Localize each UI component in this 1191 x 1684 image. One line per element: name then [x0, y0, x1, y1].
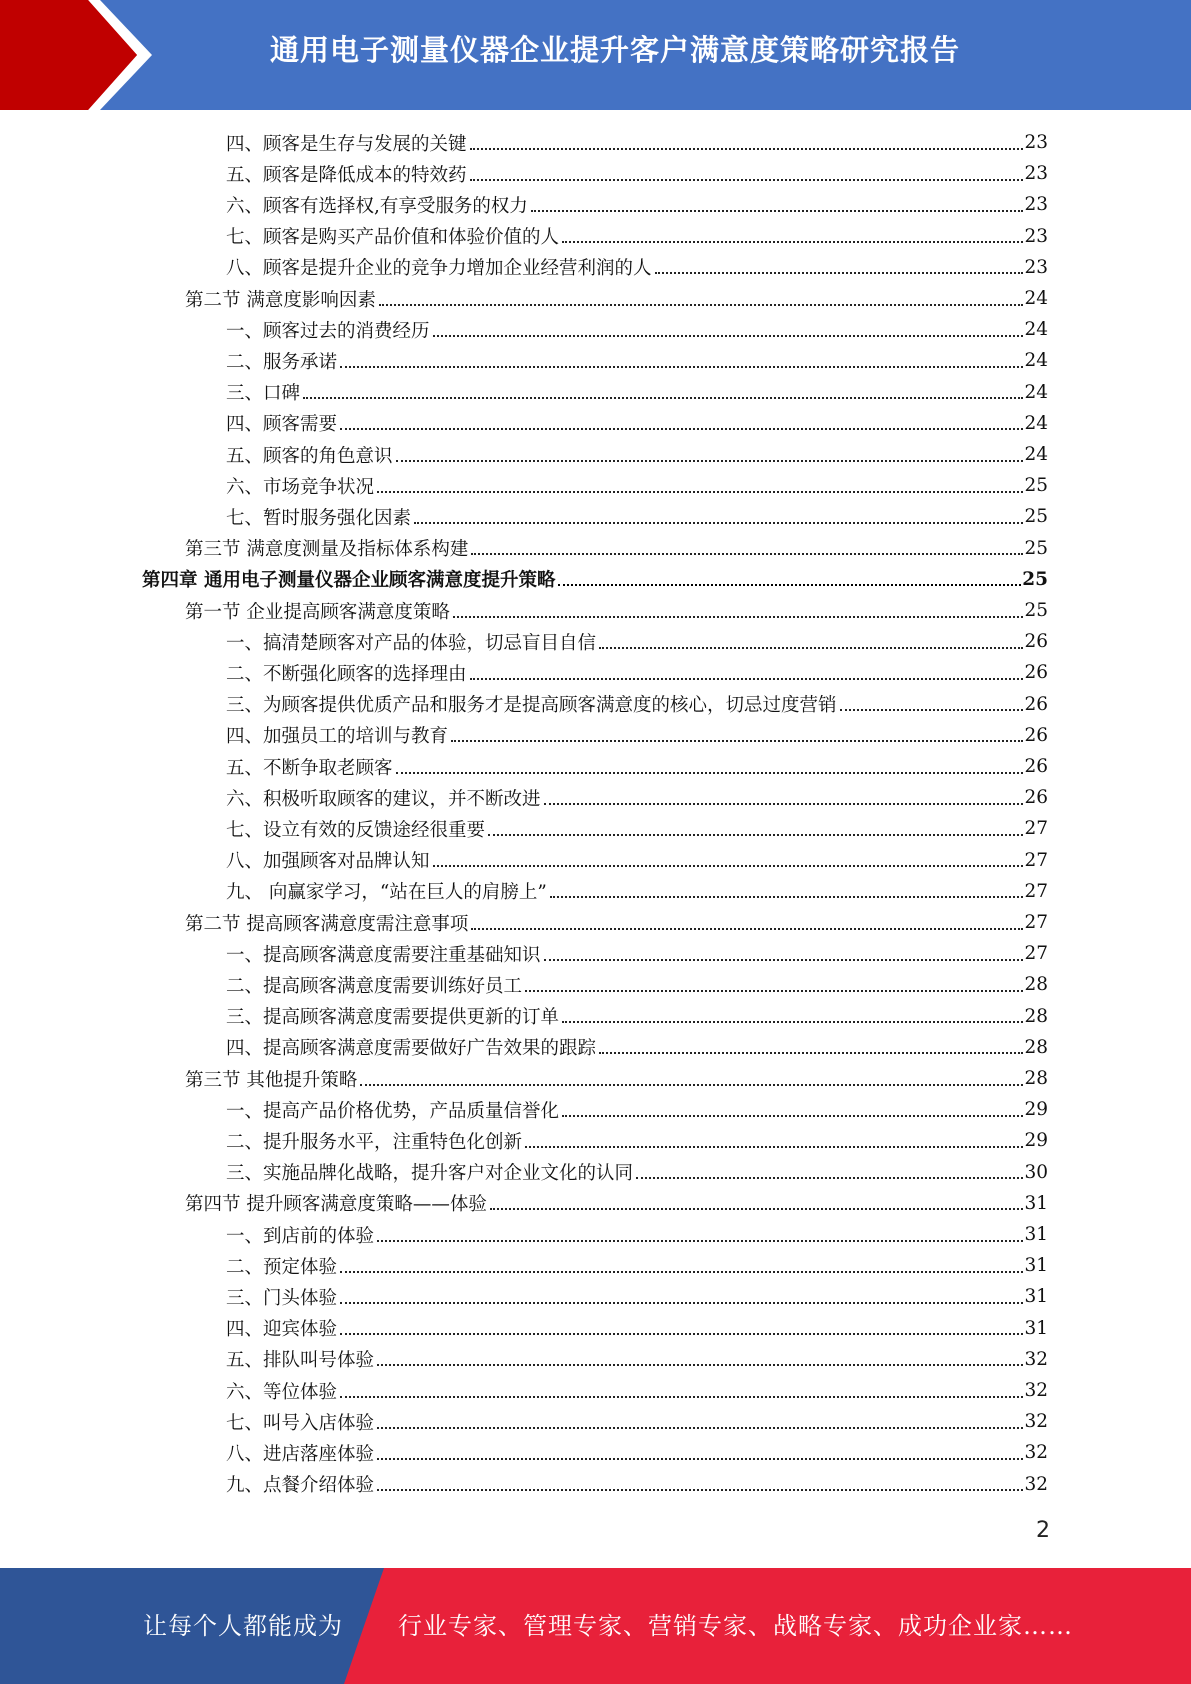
toc-page-number: 23 [1024, 163, 1048, 185]
toc-page-number: 24 [1024, 350, 1048, 372]
toc-page-number: 28 [1024, 1036, 1048, 1058]
toc-page-number: 27 [1024, 818, 1048, 840]
toc-dot-leader [340, 1396, 1023, 1398]
toc-dot-leader [340, 1333, 1023, 1335]
toc-entry-title: 六、市场竞争状况 [226, 476, 375, 498]
toc-entry-title: 三、提高顾客满意度需要提供更新的订单 [226, 1007, 560, 1029]
toc-item-entry[interactable] [226, 751, 1048, 782]
toc-entry-title: 第一节 企业提高顾客满意度策略 [185, 601, 450, 623]
toc-dot-leader [599, 647, 1023, 649]
toc-page-number: 29 [1024, 1099, 1048, 1121]
toc-page-number: 32 [1024, 1348, 1048, 1370]
toc-page-number: 25 [1024, 506, 1048, 528]
toc-entry-title: 六、积极听取顾客的建议，并不断改进 [226, 788, 541, 810]
toc-dot-leader [379, 304, 1024, 306]
toc-page-number: 26 [1024, 631, 1048, 653]
toc-chapter-entry[interactable] [142, 564, 1048, 595]
toc-page-number: 31 [1024, 1286, 1048, 1308]
toc-entry-title: 二、提升服务水平，注重特色化创新 [226, 1131, 523, 1153]
toc-page-number: 31 [1024, 1192, 1048, 1214]
toc-dot-leader [377, 1240, 1023, 1242]
toc-item-entry[interactable] [226, 1001, 1048, 1032]
toc-page-number: 32 [1024, 1473, 1048, 1495]
toc-dot-leader [470, 148, 1024, 150]
page-number: 2 [1036, 1518, 1050, 1543]
toc-item-entry[interactable] [226, 1406, 1048, 1437]
toc-item-entry[interactable] [226, 813, 1048, 844]
toc-dot-leader [433, 865, 1024, 867]
toc-entry-title: 二、不断强化顾客的选择理由 [226, 663, 467, 685]
toc-page-number: 31 [1024, 1255, 1048, 1277]
toc-entry-title: 第四章 通用电子测量仪器企业顾客满意度提升策略 [142, 570, 556, 592]
toc-entry-title: 八、顾客是提升企业的竞争力增加企业经营利润的人 [226, 258, 652, 280]
toc-item-entry[interactable] [226, 189, 1048, 220]
toc-item-entry[interactable] [226, 876, 1048, 907]
toc-item-entry[interactable] [226, 1219, 1048, 1250]
toc-item-entry[interactable] [226, 470, 1048, 501]
toc-section-entry[interactable] [185, 1063, 1048, 1094]
toc-dot-leader [840, 709, 1024, 711]
toc-entry-title: 七、暂时服务强化因素 [226, 507, 412, 529]
toc-page-number: 31 [1024, 1224, 1048, 1245]
toc-item-entry[interactable] [226, 1125, 1048, 1156]
toc-page-number: 26 [1024, 787, 1048, 809]
toc-item-entry[interactable] [226, 408, 1048, 439]
toc-dot-leader [340, 366, 1023, 368]
toc-dot-leader [544, 803, 1024, 805]
toc-item-entry[interactable] [226, 1313, 1048, 1344]
toc-item-entry[interactable] [226, 1250, 1048, 1281]
toc-dot-leader [396, 772, 1024, 774]
toc-entry-title: 八、加强顾客对品牌认知 [226, 851, 430, 873]
toc-section-entry[interactable] [185, 1188, 1048, 1219]
toc-dot-leader [531, 210, 1024, 212]
toc-page-number: 27 [1024, 943, 1048, 965]
toc-dot-leader [599, 1052, 1023, 1054]
toc-entry-title: 四、顾客需要 [226, 414, 338, 436]
toc-entry-title: 三、门头体验 [226, 1287, 338, 1309]
toc-entry-title: 二、预定体验 [226, 1256, 338, 1278]
toc-page-number: 27 [1024, 849, 1048, 871]
toc-page-number: 25 [1024, 475, 1048, 497]
toc-item-entry[interactable] [226, 1281, 1048, 1312]
toc-dot-leader [377, 1458, 1023, 1460]
toc-dot-leader [470, 179, 1024, 181]
toc-item-entry[interactable] [226, 1437, 1048, 1468]
toc-page-number: 28 [1024, 1005, 1048, 1027]
footer-slogan-left: 让每个人都能成为 [143, 1612, 343, 1640]
toc-entry-title: 三、为顾客提供优质产品和服务才是提高顾客满意度的核心，切忌过度营销 [226, 695, 837, 717]
toc-entry-title: 第三节 其他提升策略 [185, 1069, 358, 1091]
toc-item-entry[interactable] [226, 689, 1048, 720]
toc-dot-leader [558, 584, 1021, 586]
toc-dot-leader [544, 959, 1024, 961]
toc-entry-title: 六、顾客有选择权,有享受服务的权力 [226, 195, 528, 217]
toc-page-number: 29 [1024, 1130, 1048, 1152]
toc-entry-title: 五、顾客是降低成本的特效药 [226, 164, 467, 186]
toc-entry-title: 第四节 提升顾客满意度策略——体验 [185, 1194, 487, 1216]
toc-page-number: 26 [1024, 693, 1048, 715]
toc-item-entry[interactable] [226, 969, 1048, 1000]
toc-entry-title: 六、等位体验 [226, 1381, 338, 1403]
toc-dot-leader [433, 335, 1024, 337]
toc-dot-leader [360, 1084, 1023, 1086]
toc-dot-leader [525, 990, 1023, 992]
toc-dot-leader [471, 928, 1023, 930]
toc-page-number: 28 [1024, 1068, 1048, 1089]
toc-dot-leader [377, 1364, 1023, 1366]
toc-entry-title: 五、不断争取老顾客 [226, 757, 393, 779]
toc-dot-leader [470, 678, 1024, 680]
toc-page-number: 27 [1024, 912, 1048, 933]
toc-dot-leader [377, 491, 1023, 493]
toc-section-entry[interactable] [185, 283, 1048, 314]
toc-entry-title: 第二节 提高顾客满意度需注意事项 [185, 913, 469, 935]
toc-dot-leader [562, 241, 1023, 243]
toc-dot-leader [340, 1271, 1023, 1273]
toc-entry-title: 七、顾客是购买产品价值和体验价值的人 [226, 227, 560, 249]
toc-page-number: 27 [1024, 880, 1048, 902]
toc-entry-title: 八、进店落座体验 [226, 1443, 375, 1465]
toc-item-entry[interactable] [226, 221, 1048, 252]
toc-page-number: 32 [1024, 1411, 1048, 1433]
toc-entry-title: 第二节 满意度影响因素 [185, 289, 376, 311]
toc-page-number: 25 [1022, 568, 1048, 590]
toc-item-entry[interactable] [226, 1375, 1048, 1406]
toc-entry-title: 一、顾客过去的消费经历 [226, 320, 430, 342]
toc-page-number: 32 [1024, 1442, 1048, 1464]
page-header [0, 0, 1191, 110]
toc-dot-leader [340, 1302, 1023, 1304]
toc-entry-title: 四、迎宾体验 [226, 1319, 338, 1341]
toc-page-number: 23 [1024, 256, 1048, 278]
toc-dot-leader [525, 1146, 1023, 1148]
toc-page-number: 31 [1024, 1317, 1048, 1339]
toc-page-number: 24 [1024, 319, 1048, 341]
toc-page-number: 26 [1024, 662, 1048, 684]
toc-page-number: 23 [1024, 225, 1048, 247]
page-footer [0, 1568, 1191, 1684]
toc-section-entry[interactable] [185, 533, 1048, 564]
toc-item-entry[interactable] [226, 657, 1048, 688]
toc-item-entry[interactable] [226, 626, 1048, 657]
toc-entry-title: 九、 向赢家学习，“站在巨人的肩膀上” [226, 882, 547, 904]
toc-item-entry[interactable] [226, 1094, 1048, 1125]
toc-entry-title: 四、加强员工的培训与教育 [226, 726, 449, 748]
toc-item-entry[interactable] [226, 377, 1048, 408]
toc-dot-leader [340, 428, 1023, 430]
toc-page-number: 23 [1024, 132, 1048, 153]
toc-entry-title: 第三节 满意度测量及指标体系构建 [185, 539, 469, 561]
toc-entry-title: 七、叫号入店体验 [226, 1412, 375, 1434]
toc-dot-leader [377, 1427, 1023, 1429]
toc-item-entry[interactable] [226, 439, 1048, 470]
toc-item-entry[interactable] [226, 252, 1048, 283]
toc-entry-title: 一、到店前的体验 [226, 1225, 375, 1247]
toc-page-number: 25 [1024, 537, 1048, 559]
footer-slogan-right: 行业专家、管理专家、营销专家、战略专家、成功企业家…… [398, 1612, 1073, 1640]
toc-page-number: 32 [1024, 1380, 1048, 1401]
toc-page-number: 23 [1024, 194, 1048, 216]
toc-entry-title: 五、排队叫号体验 [226, 1350, 375, 1372]
toc-item-entry[interactable] [226, 1344, 1048, 1375]
header-arrow-graphic [0, 0, 160, 110]
toc-dot-leader [396, 460, 1024, 462]
toc-item-entry[interactable] [226, 782, 1048, 813]
toc-page-number: 25 [1024, 600, 1048, 621]
toc-item-entry[interactable] [226, 345, 1048, 376]
toc-entry-title: 三、实施品牌化战略，提升客户对企业文化的认同 [226, 1163, 634, 1185]
toc-section-entry[interactable] [185, 595, 1048, 626]
toc-dot-leader [488, 834, 1023, 836]
toc-item-entry[interactable] [226, 720, 1048, 751]
toc-item-entry[interactable] [226, 1157, 1048, 1188]
toc-page-number: 30 [1024, 1161, 1048, 1183]
toc-dot-leader [562, 1115, 1023, 1117]
header-arrow-red [0, 0, 137, 110]
toc-dot-leader [453, 616, 1024, 618]
toc-item-entry[interactable] [226, 501, 1048, 532]
toc-item-entry[interactable] [226, 938, 1048, 969]
toc-section-entry[interactable] [185, 907, 1048, 938]
toc-entry-title: 一、提高产品价格优势，产品质量信誉化 [226, 1100, 560, 1122]
toc-item-entry[interactable] [226, 314, 1048, 345]
toc-entry-title: 九、点餐介绍体验 [226, 1475, 375, 1497]
toc-page-number: 24 [1024, 444, 1048, 465]
toc-page-number: 24 [1024, 381, 1048, 403]
toc-dot-leader [562, 1021, 1023, 1023]
toc-item-entry[interactable] [226, 127, 1048, 158]
toc-dot-leader [550, 896, 1024, 898]
toc-dot-leader [471, 553, 1023, 555]
toc-dot-leader [414, 522, 1023, 524]
toc-item-entry[interactable] [226, 845, 1048, 876]
toc-item-entry[interactable] [226, 1469, 1048, 1500]
toc-entry-title: 四、顾客是生存与发展的关键 [226, 133, 467, 155]
report-title: 通用电子测量仪器企业提升客户满意度策略研究报告 [269, 33, 960, 67]
toc-entry-title: 二、服务承诺 [226, 351, 338, 373]
toc-entry-title: 一、提高顾客满意度需要注重基础知识 [226, 944, 541, 966]
toc-page-number: 26 [1024, 724, 1048, 746]
toc-entry-title: 四、提高顾客满意度需要做好广告效果的跟踪 [226, 1038, 597, 1060]
toc-item-entry[interactable] [226, 158, 1048, 189]
toc-page-number: 28 [1024, 974, 1048, 996]
toc-entry-title: 二、提高顾客满意度需要训练好员工 [226, 975, 523, 997]
toc-dot-leader [655, 272, 1024, 274]
toc-dot-leader [490, 1208, 1024, 1210]
toc-entry-title: 五、顾客的角色意识 [226, 445, 393, 467]
toc-dot-leader [636, 1177, 1023, 1179]
toc-entry-title: 一、搞清楚顾客对产品的体验，切忌盲目自信 [226, 632, 597, 654]
toc-item-entry[interactable] [226, 1032, 1048, 1063]
toc-page-number: 26 [1024, 756, 1048, 777]
toc-dot-leader [303, 397, 1023, 399]
toc-entry-title: 七、设立有效的反馈途经很重要 [226, 819, 486, 841]
toc-entry-title: 三、口碑 [226, 383, 301, 405]
toc-page-number: 24 [1024, 412, 1048, 434]
toc-dot-leader [377, 1489, 1023, 1491]
toc-page-number: 24 [1024, 288, 1048, 309]
toc-dot-leader [451, 740, 1023, 742]
